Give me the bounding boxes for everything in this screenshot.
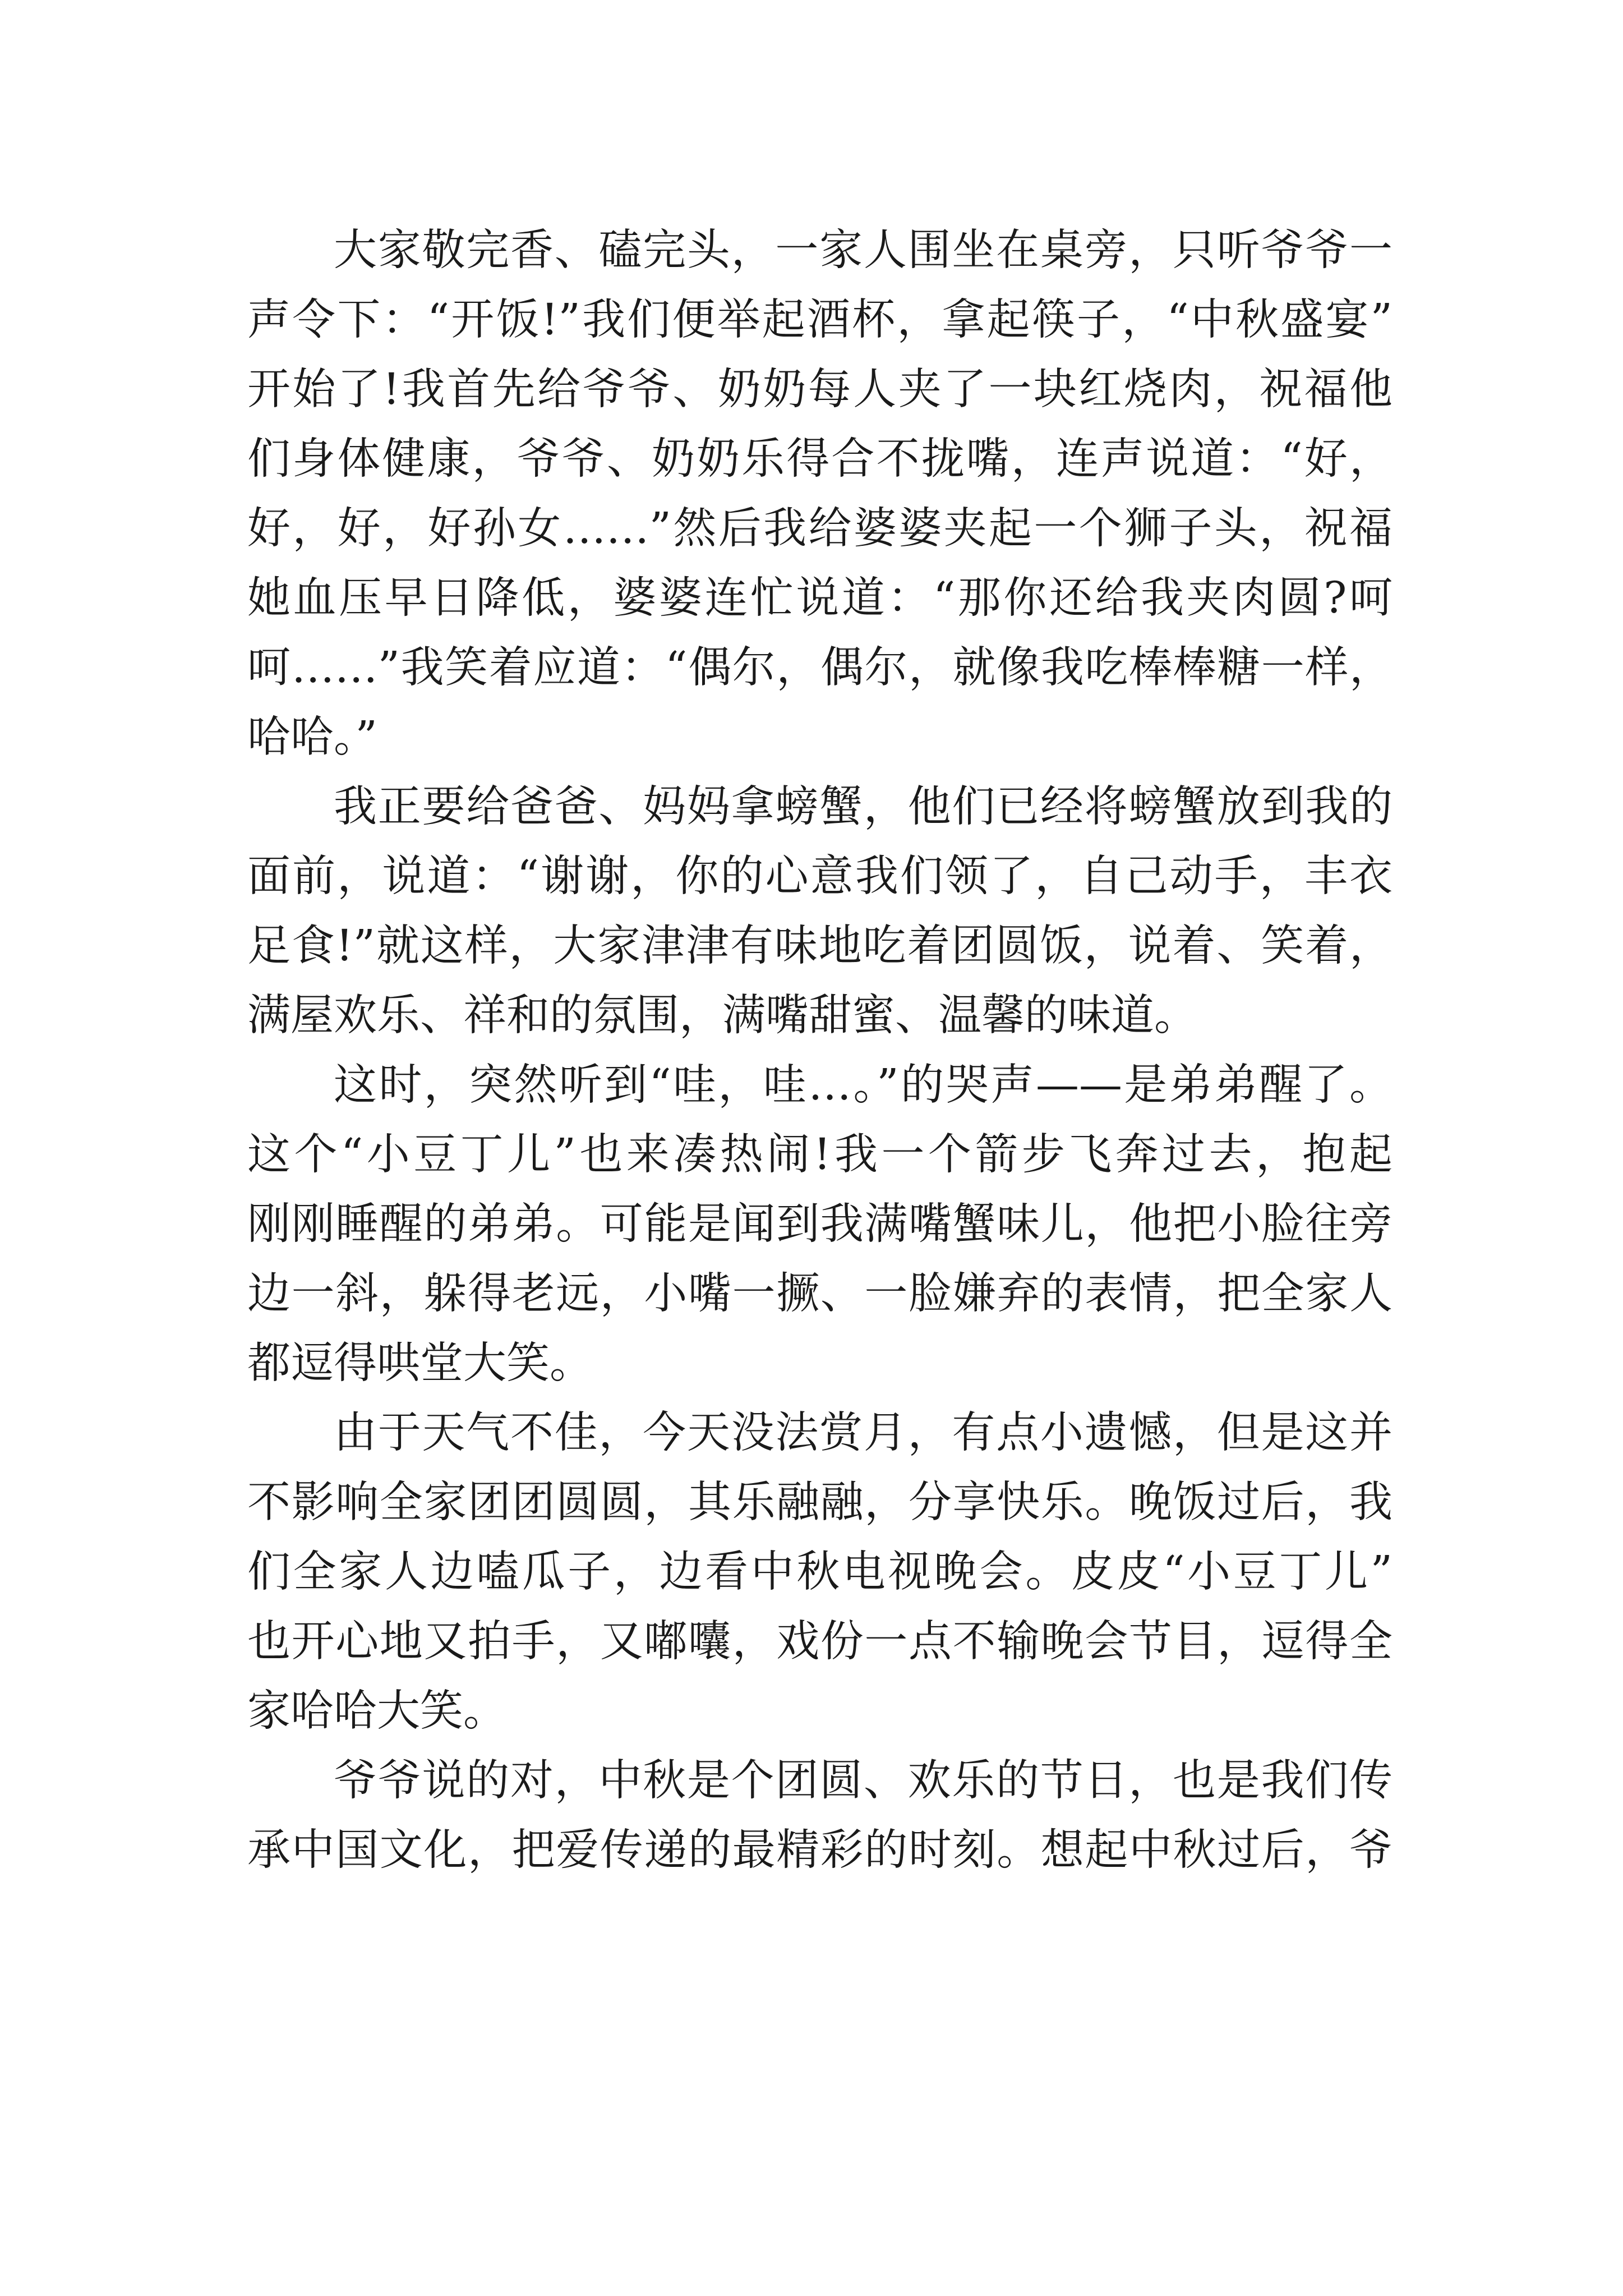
text-line: 面前，说道：“谢谢，你的心意我们领了，自己动手，丰衣 <box>247 852 1393 901</box>
document-body <box>247 216 1393 1885</box>
text-line: 满屋欢乐、祥和的氛围，满嘴甜蜜、温馨的味道。 <box>247 991 1197 1041</box>
text-line: 大家敬完香、磕完头，一家人围坐在桌旁，只听爷爷一 <box>334 226 1393 275</box>
text-line: 我正要给爸爸、妈妈拿螃蟹，他们已经将螃蟹放到我的 <box>334 782 1393 832</box>
text-line: 们身体健康，爷爷、奶奶乐得合不拢嘴，连声说道：“好， <box>247 434 1393 484</box>
text-line: 边一斜，躲得老远，小嘴一撅、一脸嫌弃的表情，把全家人 <box>247 1269 1393 1319</box>
text-line: 爷爷说的对，中秋是个团圆、欢乐的节日，也是我们传 <box>334 1756 1393 1806</box>
paragraph <box>247 1746 1393 1885</box>
paragraph <box>247 772 1393 1051</box>
text-line: 家哈哈大笑。 <box>247 1686 506 1736</box>
text-line: 都逗得哄堂大笑。 <box>247 1338 593 1388</box>
text-line: 好，好，好孙女……”然后我给婆婆夹起一个狮子头，祝福 <box>247 504 1393 554</box>
text-line: 呵……”我笑着应道：“偶尔，偶尔，就像我吃棒棒糖一样， <box>247 643 1393 693</box>
text-line: 开始了!我首先给爷爷、奶奶每人夹了一块红烧肉，祝福他 <box>247 365 1393 415</box>
text-line: 足食!”就这样，大家津津有味地吃着团圆饭，说着、笑着， <box>247 921 1393 971</box>
text-line: 不影响全家团团圆圆，其乐融融，分享快乐。晚饭过后，我 <box>247 1478 1393 1527</box>
paragraph <box>247 216 1393 772</box>
paragraph <box>247 1051 1393 1398</box>
text-line: 哈哈。” <box>247 712 377 762</box>
paragraph <box>247 1398 1393 1746</box>
text-line: 也开心地又拍手，又嘟囔，戏份一点不输晚会节目，逗得全 <box>247 1617 1393 1667</box>
text-line: 这个“小豆丁儿”也来凑热闹!我一个箭步飞奔过去，抱起 <box>247 1130 1393 1180</box>
text-line: 承中国文化，把爱传递的最精彩的时刻。想起中秋过后，爷 <box>247 1825 1393 1875</box>
text-line: 由于天气不佳，今天没法赏月，有点小遗憾，但是这并 <box>334 1408 1393 1458</box>
text-line: 们全家人边嗑瓜子，边看中秋电视晚会。皮皮“小豆丁儿” <box>247 1547 1393 1597</box>
text-line: 她血压早日降低，婆婆连忙说道：“那你还给我夹肉圆?呵 <box>247 573 1393 623</box>
text-line: 声令下：“开饭!”我们便举起酒杯，拿起筷子，“中秋盛宴” <box>247 295 1393 345</box>
text-line: 刚刚睡醒的弟弟。可能是闻到我满嘴蟹味儿，他把小脸往旁 <box>247 1199 1393 1249</box>
text-line: 这时，突然听到“哇，哇…。”的哭声——是弟弟醒了。 <box>334 1060 1393 1110</box>
